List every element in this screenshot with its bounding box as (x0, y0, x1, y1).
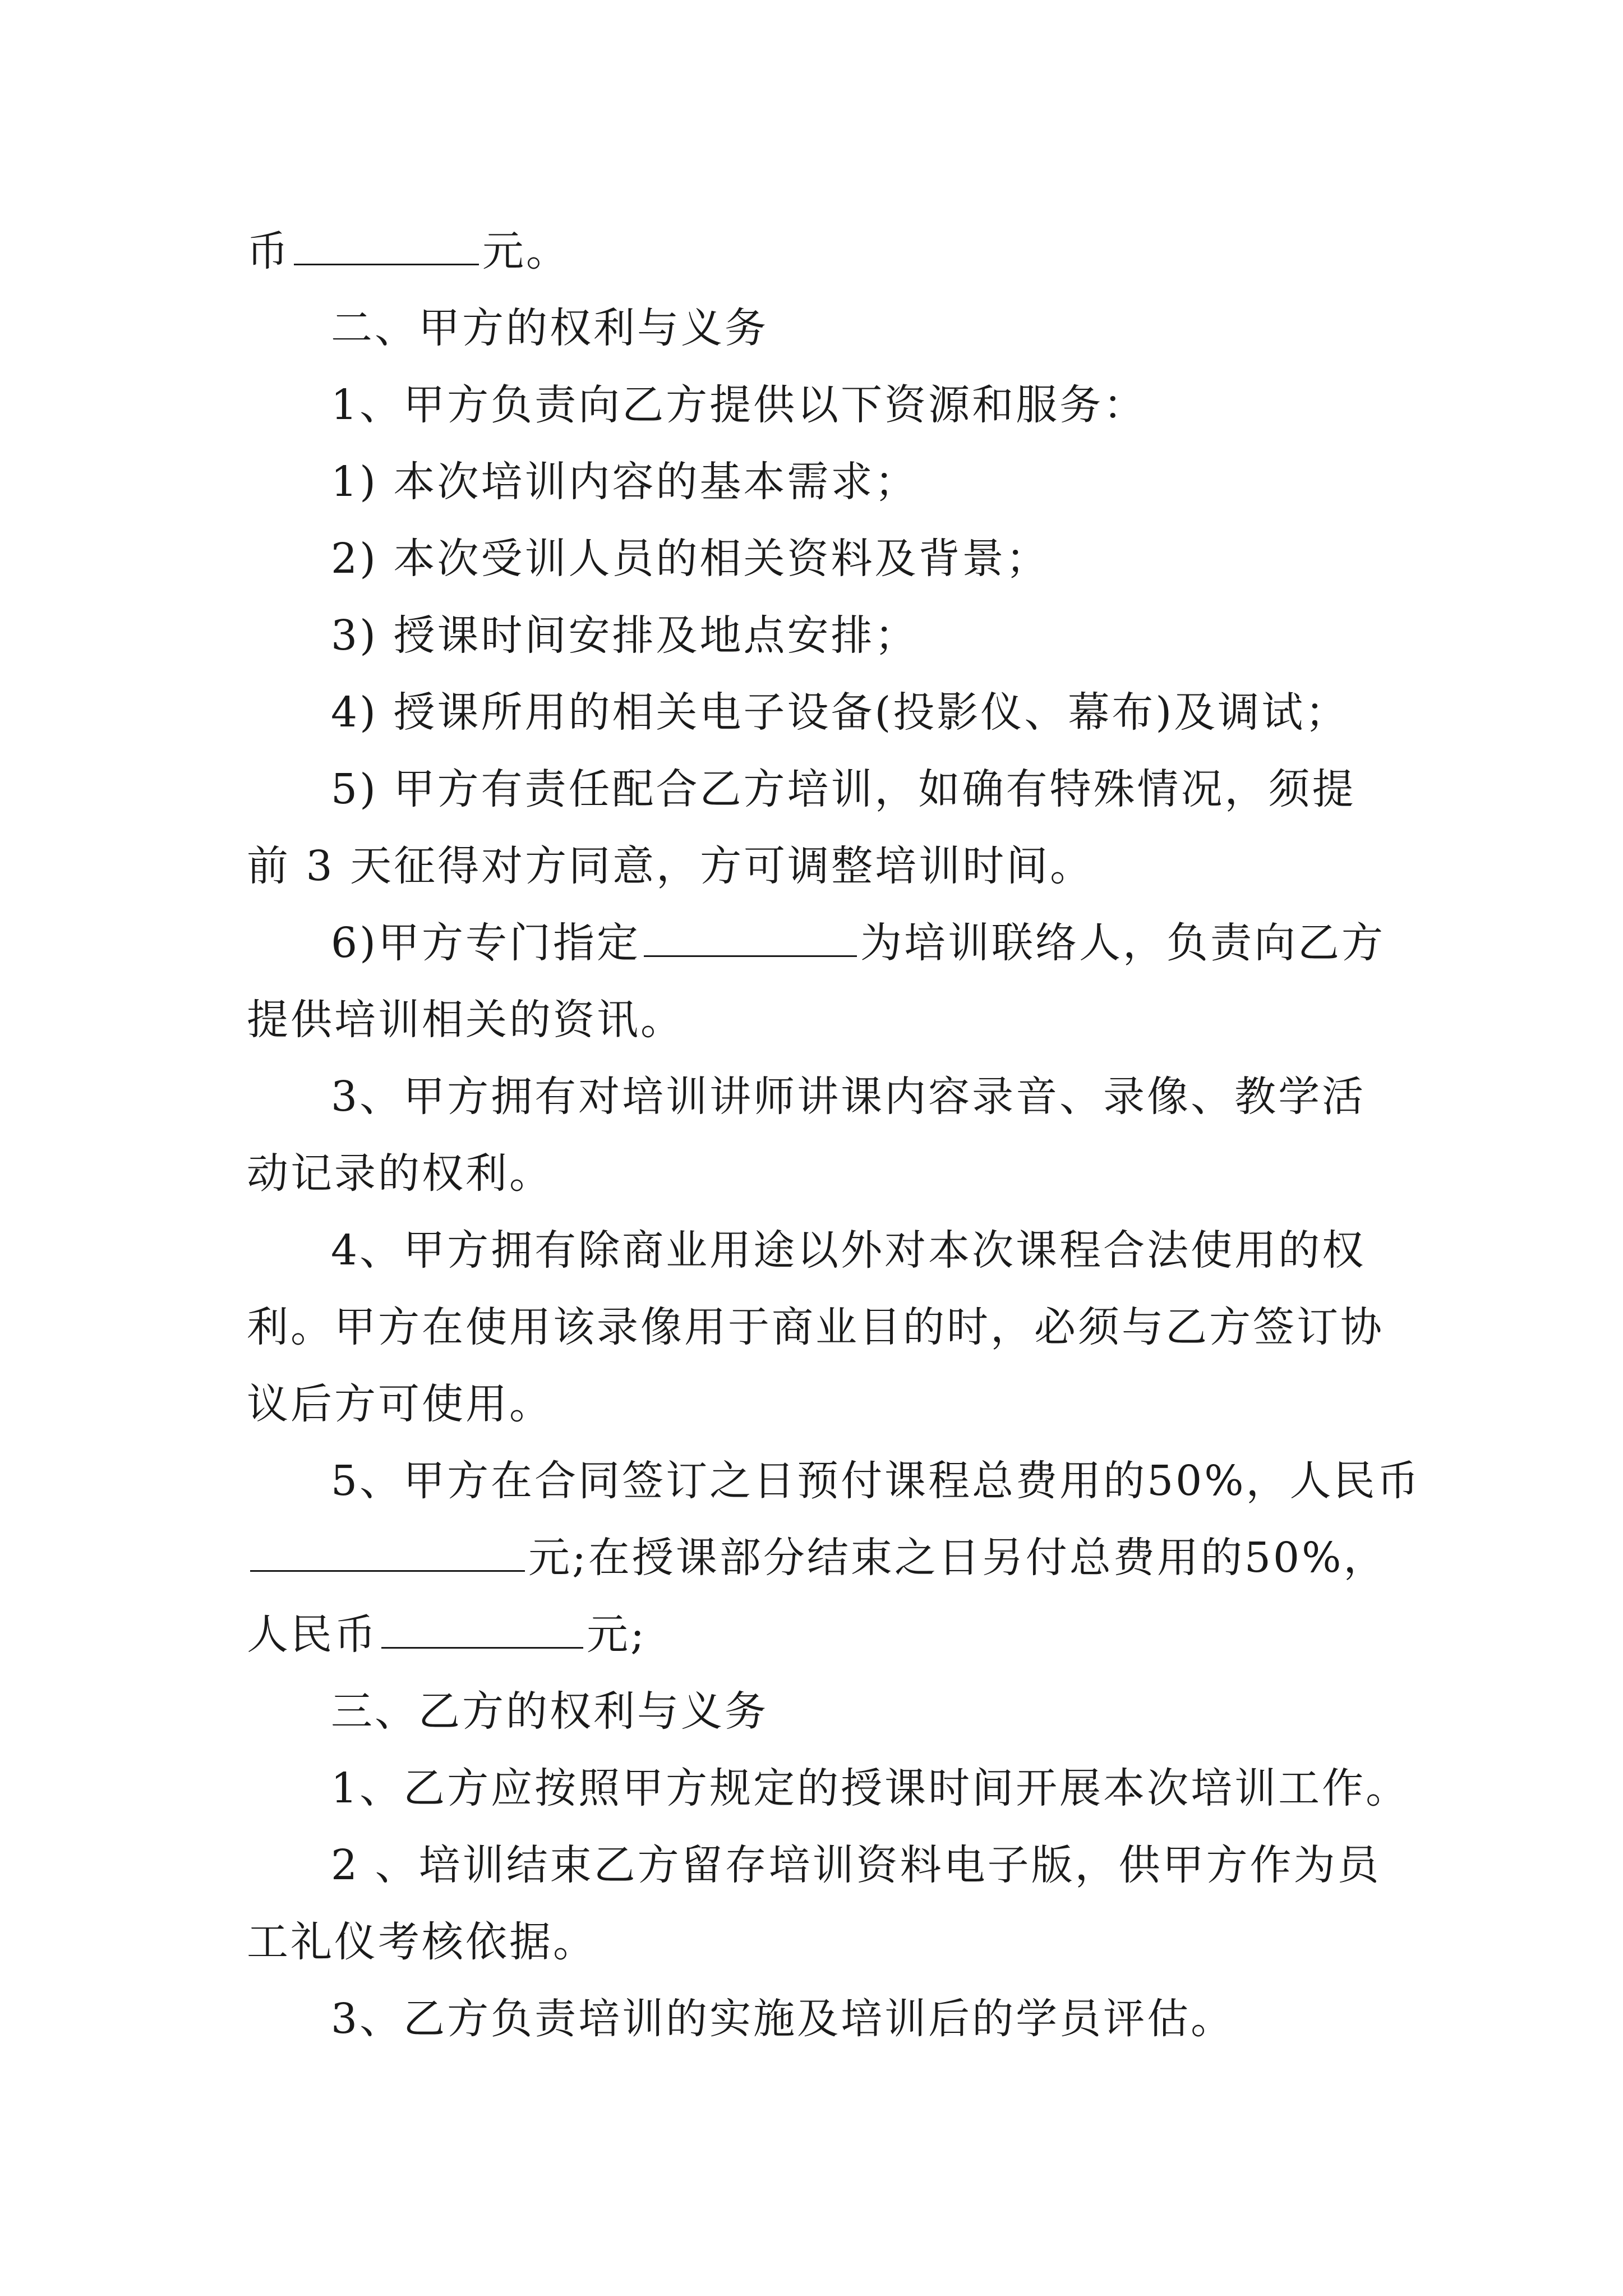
clause-text: 5、甲方在合同签订之日预付课程总费用的50%，人民币 (331, 1457, 1421, 1505)
clause-text: 2 、培训结束乙方留存培训资料电子版，供甲方作为员 (331, 1841, 1381, 1889)
clause-text: 3、乙方负责培训的实施及培训后的学员评估。 (331, 1995, 1235, 2043)
list-item: 5) 甲方有责任配合乙方培训，如确有特殊情况，须提 (331, 765, 1356, 813)
line-text: 6)甲方专门指定 (331, 919, 640, 967)
clause-text-continued (247, 1520, 1391, 1596)
line-text: 元; (587, 1611, 647, 1659)
list-item: 3) 授课时间安排及地点安排； (331, 611, 919, 660)
line-text: 元。 (482, 227, 570, 275)
clause-text: 1、甲方负责向乙方提供以下资源和服务： (331, 381, 1147, 429)
list-item: 1) 本次培训内容的基本需求； (331, 458, 919, 506)
fill-in-blank[interactable] (381, 1614, 583, 1649)
fill-in-blank[interactable] (250, 1538, 525, 1572)
section-heading-party-a: 二、甲方的权利与义务 (331, 304, 768, 352)
clause-text: 4、甲方拥有除商业用途以外对本次课程合法使用的权 (331, 1226, 1366, 1274)
list-item-continued: 前 3 天征得对方同意，方可调整培训时间。 (247, 842, 1094, 890)
clause-text: 3、甲方拥有对培训讲师讲课内容录音、录像、教学活 (331, 1073, 1366, 1121)
list-item-continued: 提供培训相关的资讯。 (247, 996, 684, 1044)
clause-text-continued: 利。甲方在使用该录像用于商业目的时，必须与乙方签订协 (247, 1303, 1384, 1351)
section-heading-party-b: 三、乙方的权利与义务 (331, 1687, 768, 1736)
clause-text: 1、乙方应按照甲方规定的授课时间开展本次培训工作。 (331, 1764, 1410, 1812)
clause-text-continued: 动记录的权利。 (247, 1149, 553, 1198)
line-text: 为培训联络人，负责向乙方 (860, 919, 1385, 967)
fill-in-blank[interactable] (294, 231, 479, 265)
text-line-currency (247, 213, 1391, 290)
clause-text-continued: 议后方可使用。 (247, 1380, 553, 1428)
line-text: 元;在授课部分结束之日另付总费用的50%， (528, 1534, 1387, 1582)
line-text: 币 (247, 227, 291, 275)
list-item-contact (247, 905, 1391, 982)
line-text: 人民币 (247, 1611, 378, 1659)
fill-in-blank[interactable] (644, 923, 857, 957)
clause-text-continued: 工礼仪考核依据。 (247, 1918, 597, 1966)
list-item: 2) 本次受训人员的相关资料及背景； (331, 535, 1050, 583)
clause-text-continued (247, 1596, 1391, 1673)
list-item: 4) 授课所用的相关电子设备(投影仪、幕布)及调试； (331, 688, 1349, 737)
document-body (247, 213, 1421, 2058)
